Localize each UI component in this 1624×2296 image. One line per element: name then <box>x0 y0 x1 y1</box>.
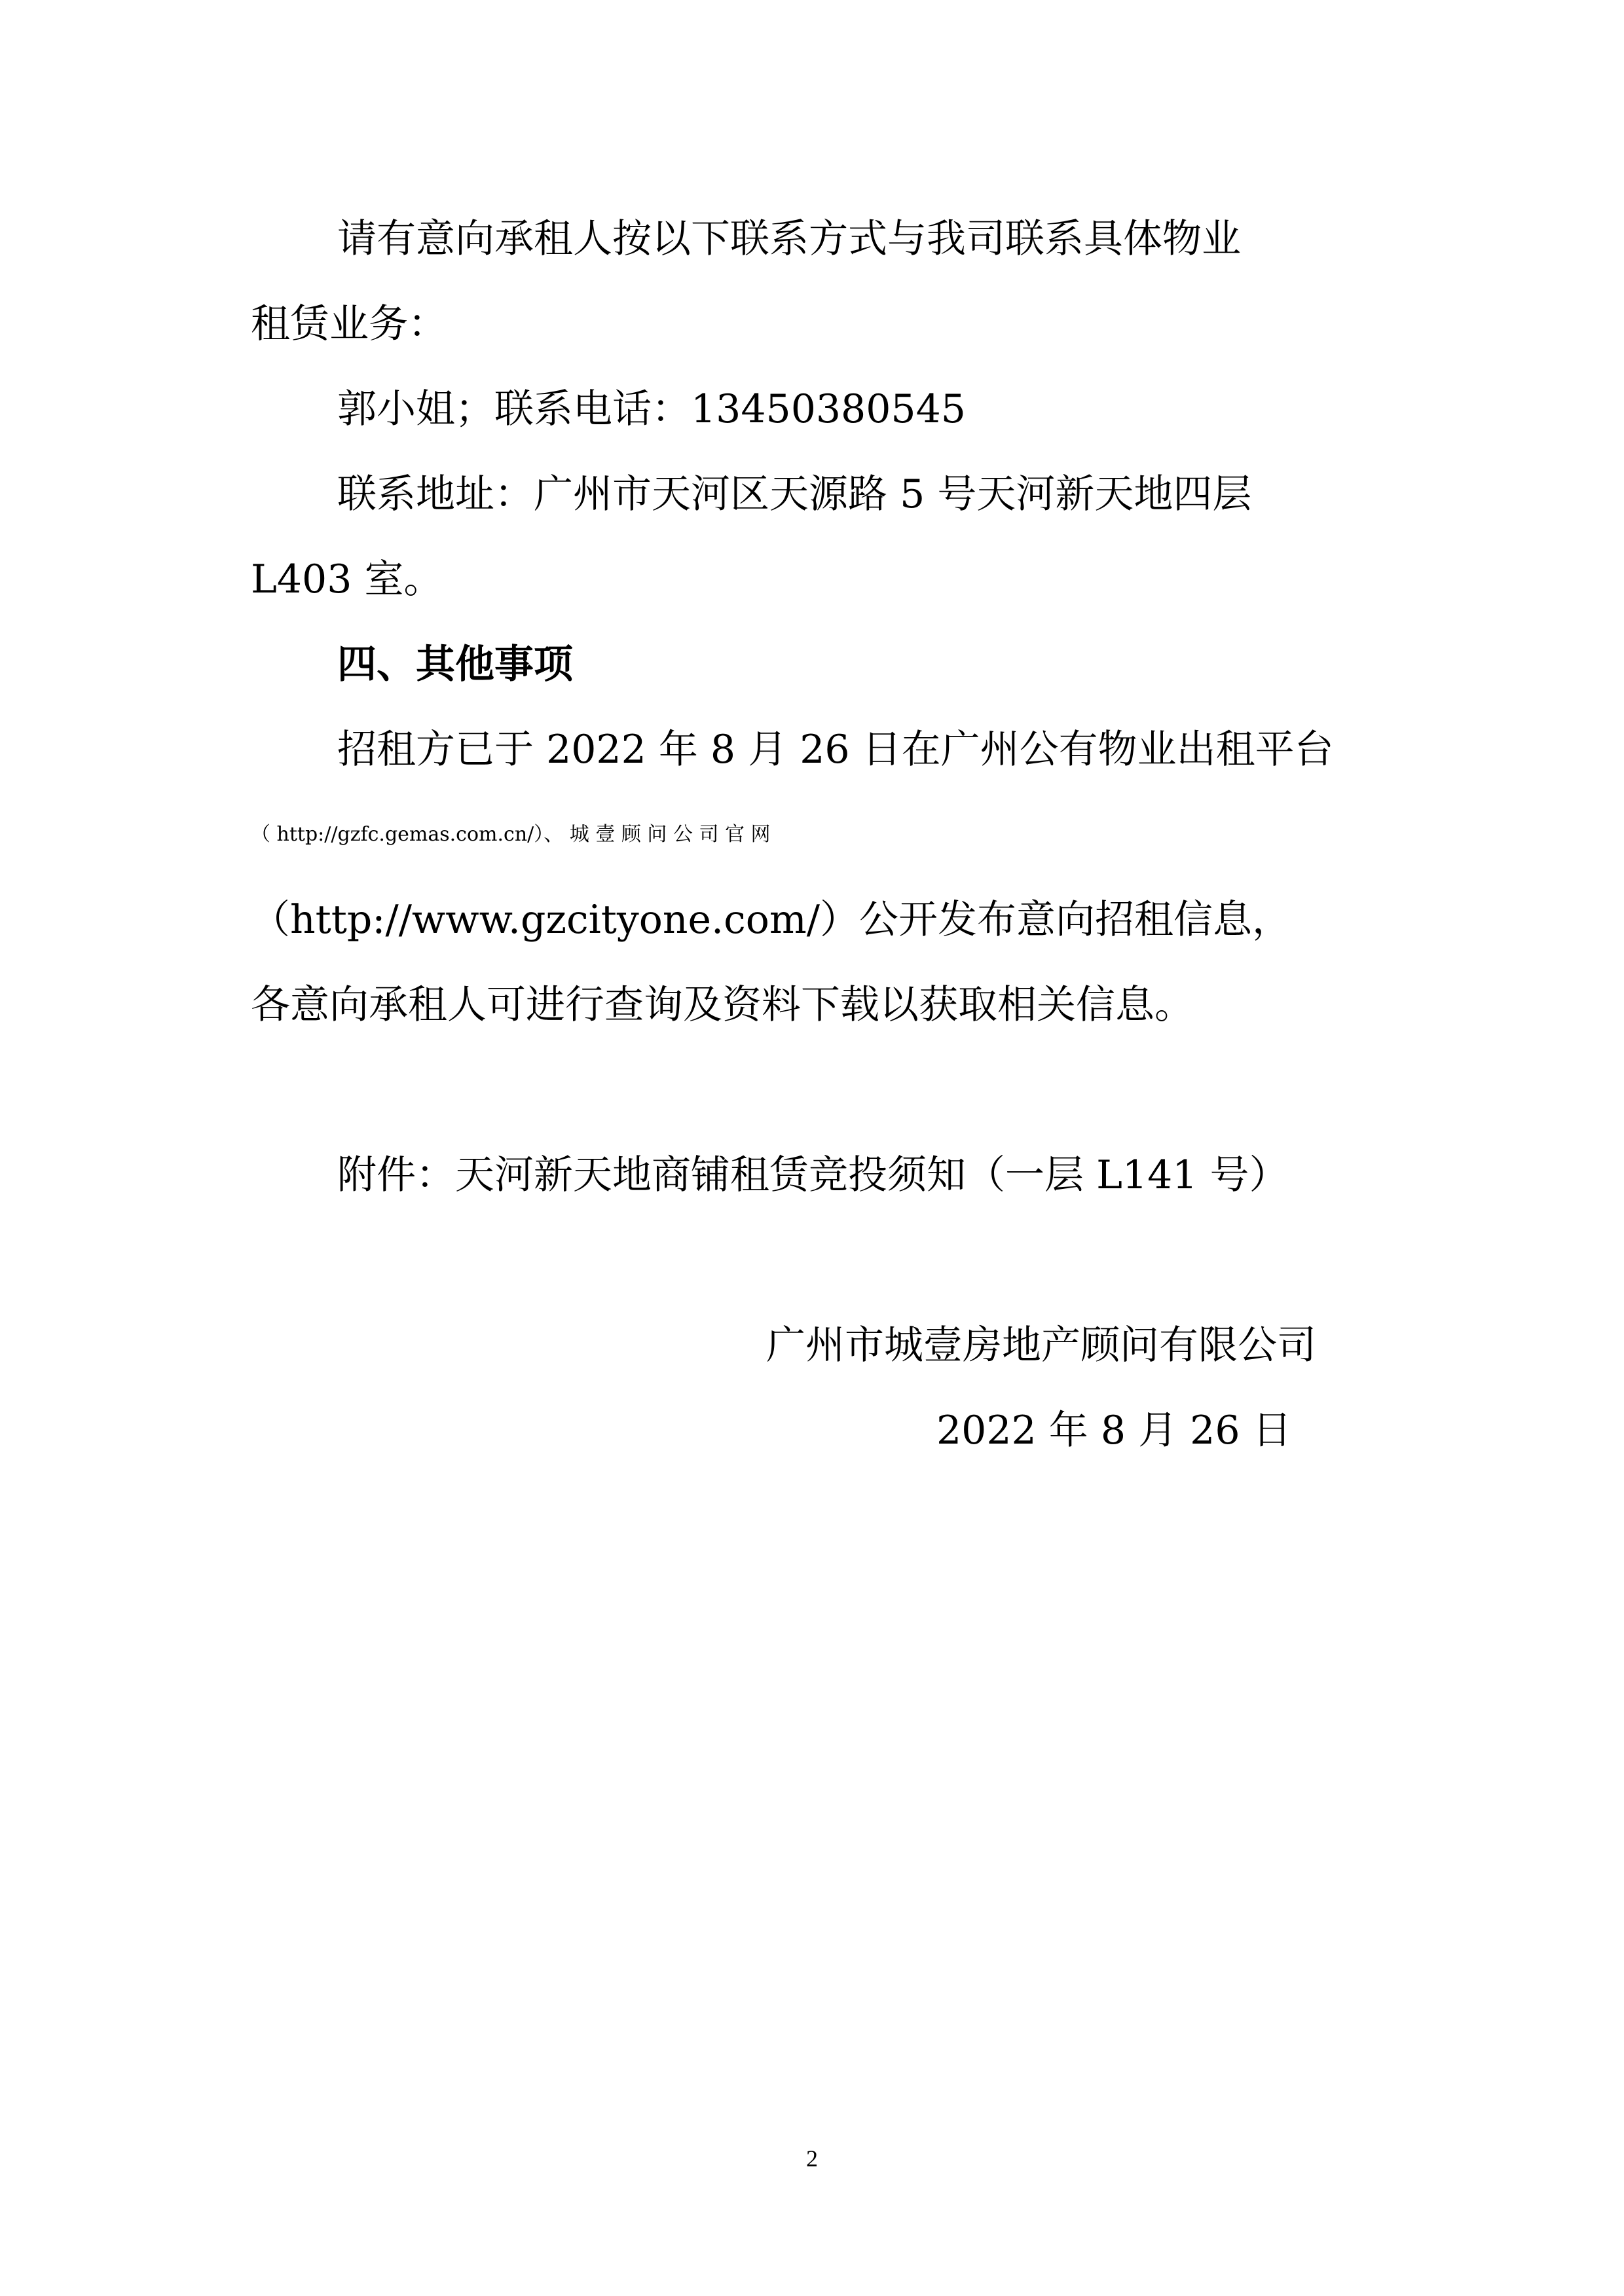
signature-company: 广州市城壹房地产顾问有限公司 <box>766 1322 1316 1368</box>
contact-intro-line-1: 请有意向承租人按以下联系方式与我司联系具体物业 <box>337 216 1241 262</box>
section-heading-other: 四、其他事项 <box>337 642 573 687</box>
contact-address-line-2: L403 室。 <box>251 556 443 602</box>
other-paragraph-line-1: 招租方已于 2022 年 8 月 26 日在广州公有物业出租平台 <box>337 727 1334 773</box>
other-paragraph-line-3: （http://www.gzcityone.com/）公开发布意向招租信息， <box>251 897 1291 943</box>
other-paragraph-line-4: 各意向承租人可进行查询及资料下载以获取相关信息。 <box>251 982 1194 1028</box>
signature-date: 2022 年 8 月 26 日 <box>936 1408 1292 1453</box>
page-number: 2 <box>806 2145 818 2172</box>
contact-person: 郭小姐；联系电话：13450380545 <box>337 386 966 432</box>
contact-address-line-1: 联系地址：广州市天河区天源路 5 号天河新天地四层 <box>337 471 1252 517</box>
contact-intro-line-2: 租赁业务： <box>251 301 447 347</box>
other-paragraph-line-2: （ http://gzfc.gemas.com.cn/）、 城 壹 顾 问 公 司 官 网 <box>251 823 771 846</box>
attachment-line: 附件：天河新天地商铺租赁竞投须知（一层 L141 号） <box>337 1152 1289 1198</box>
